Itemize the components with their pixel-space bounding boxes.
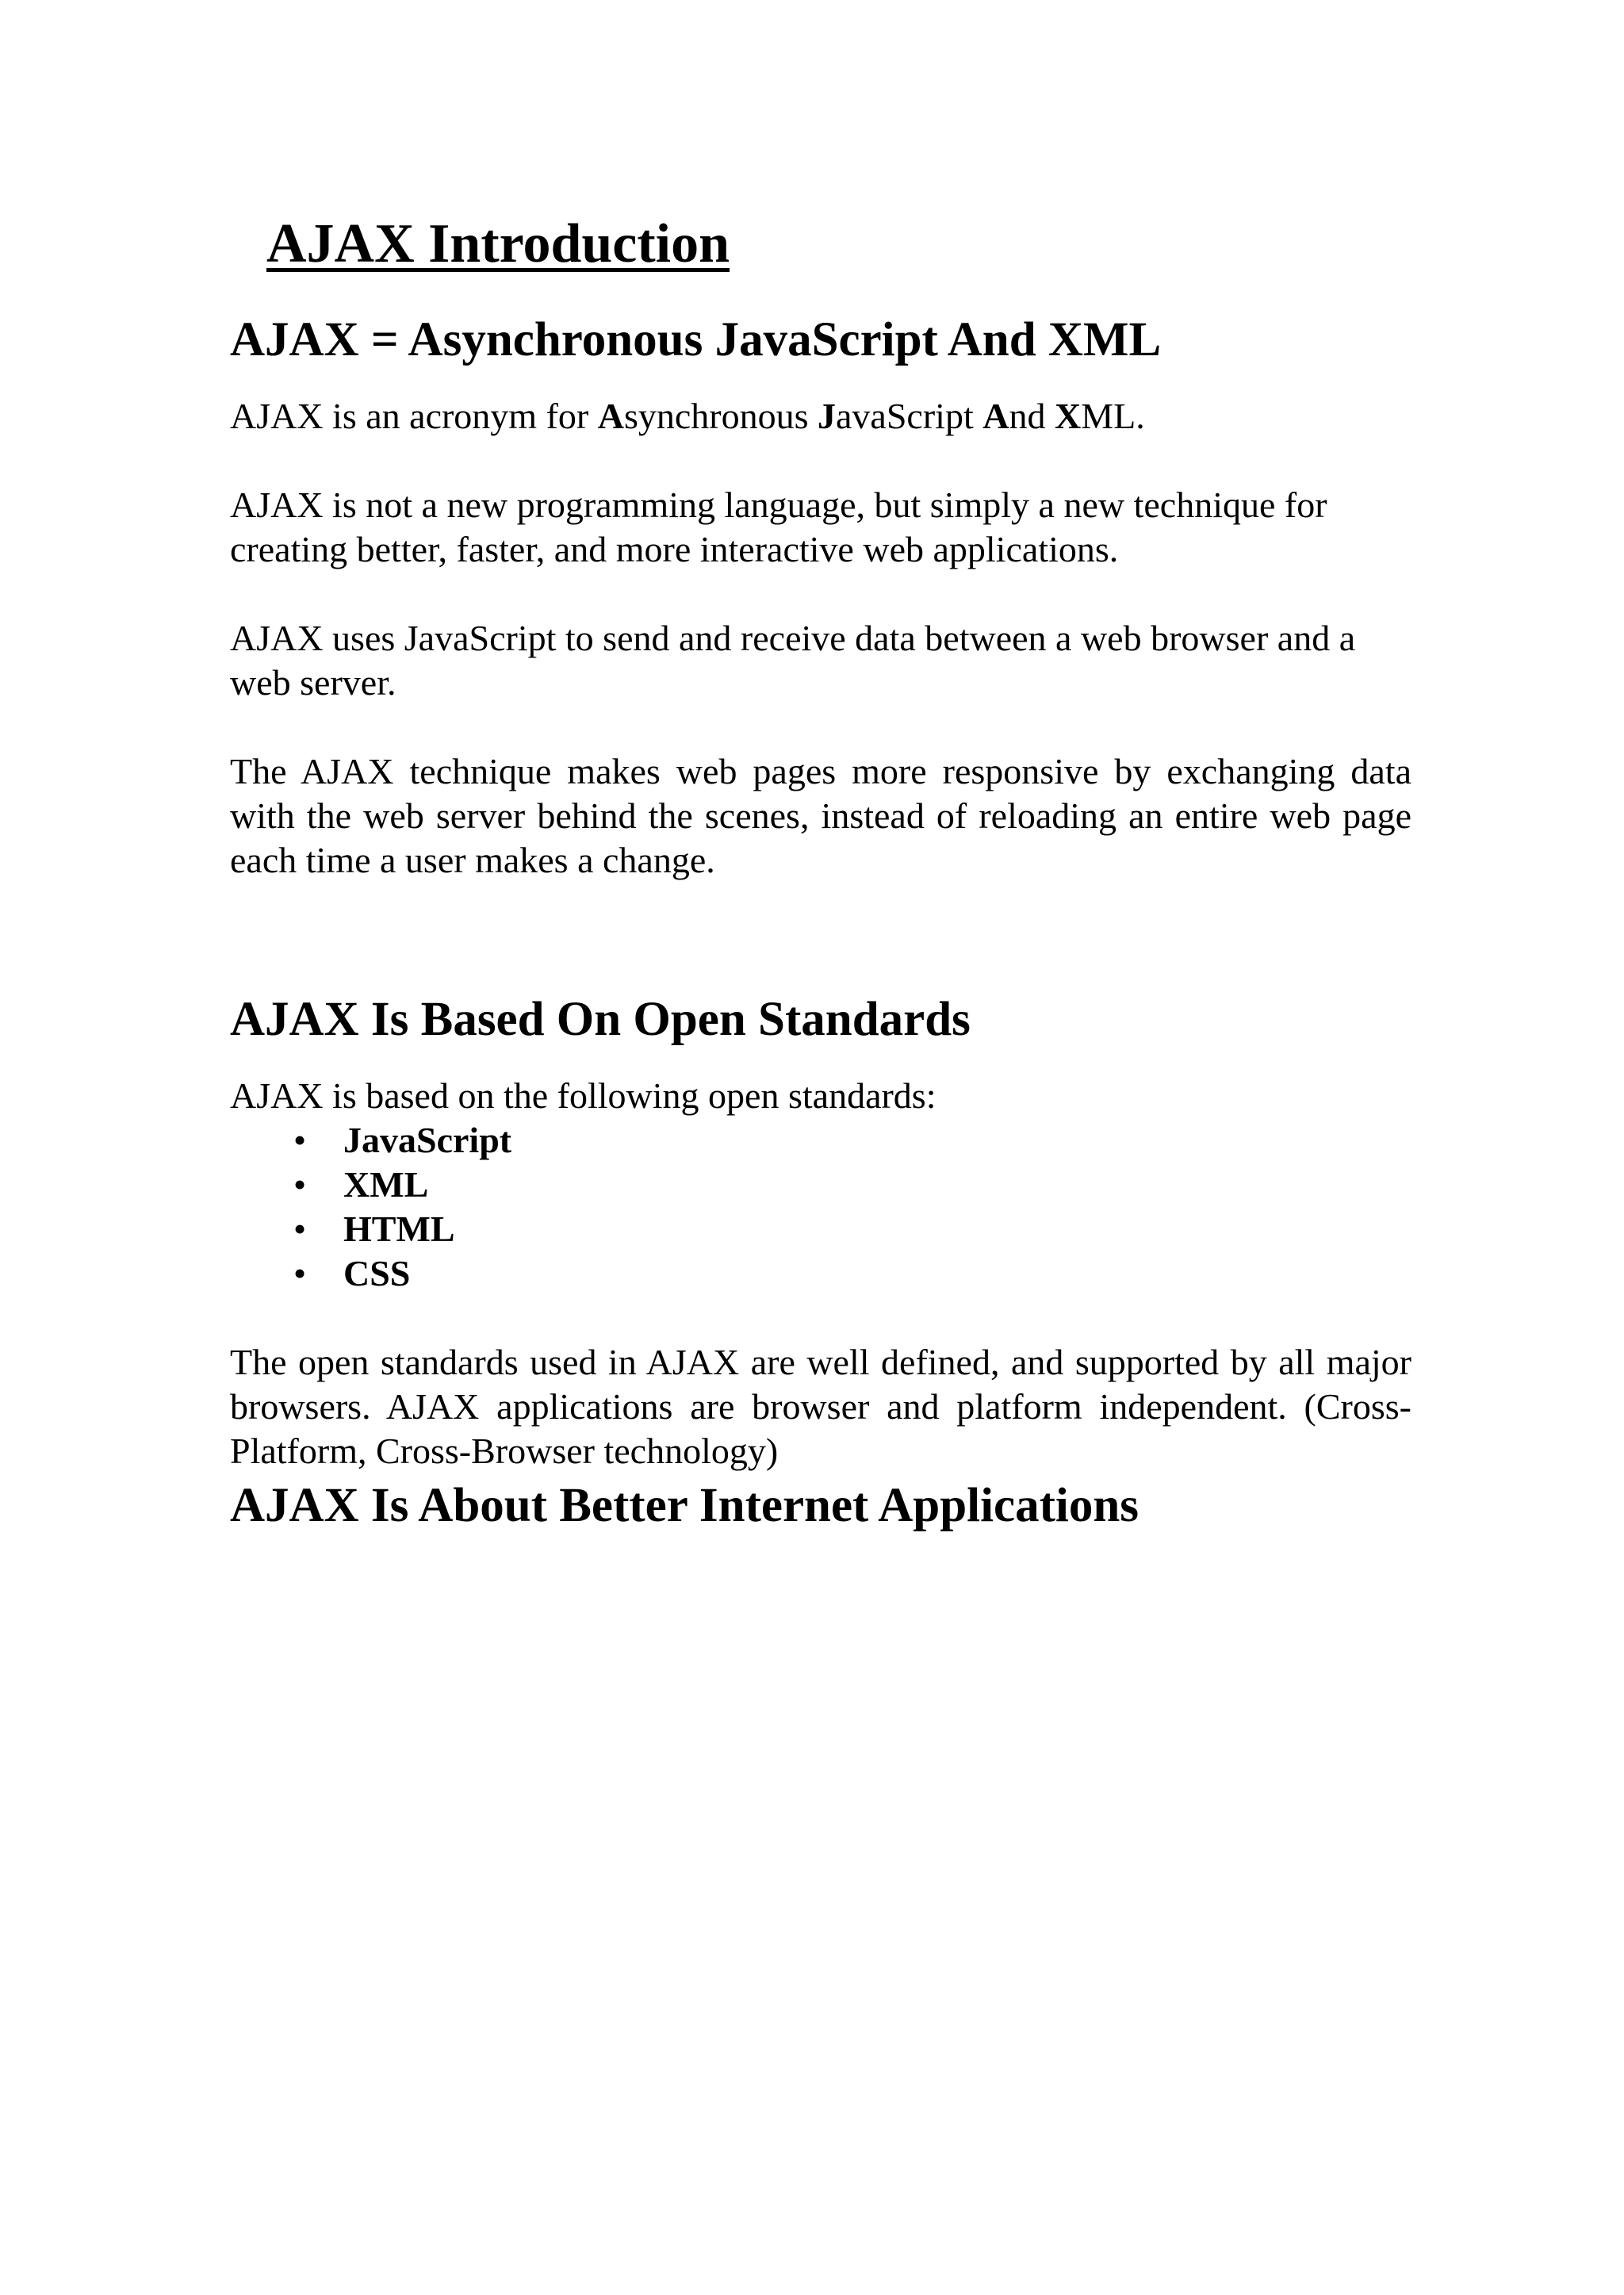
standards-list [230,1118,1411,1296]
bullet-icon: • [293,1119,307,1160]
section-heading-open-standards: AJAX Is Based On Open Standards [230,992,971,1046]
acronym-text: AJAX is an acronym for [230,395,598,436]
bullet-icon: • [293,1208,307,1249]
acronym-letter: A [982,395,1009,436]
section-heading-better-applications: AJAX Is About Better Internet Applications [230,1478,1139,1532]
paragraph-responsive-technique: The AJAX technique makes web pages more responsive by exchanging data with the web server behind the scenes, instead of reloading an entire web page each time a user makes a change. [230,750,1411,880]
section-heading-ajax-definition: AJAX = Asynchronous JavaScript And XML [230,312,1162,366]
bullet-icon: • [293,1252,307,1293]
paragraph-standards-closing: The open standards used in AJAX are well defined, and supported by all major browsers. AJAX applications are browser and platform independent. (Cross-Platform, Cross-Browser technology) [230,1341,1411,1471]
list-item [230,1163,1411,1207]
acronym-paragraph [230,394,1411,439]
paragraph-javascript-usage: AJAX uses JavaScript to send and receive data between a web browser and a web server. [230,617,1356,703]
document-title: AJAX Introduction [266,213,730,274]
list-item-label: JavaScript [343,1119,512,1160]
list-item-label: XML [343,1163,429,1205]
list-item [230,1251,1411,1296]
list-item-label: CSS [343,1252,411,1293]
document-content [230,213,1411,1534]
acronym-text: avaScript [836,395,983,436]
acronym-letter: A [597,395,624,436]
list-item [230,1207,1411,1251]
paragraph-not-new-language: AJAX is not a new programming language, but simply a new technique for creating better, faster, and more interactive web applications. [230,484,1327,569]
paragraph-standards-intro: AJAX is based on the following open standards: [230,1075,936,1116]
list-item-label: HTML [343,1208,455,1249]
bullet-icon: • [293,1163,307,1205]
acronym-letter: J [818,395,837,436]
acronym-letter: X [1054,395,1082,436]
list-item [230,1118,1411,1163]
acronym-text: nd [1009,395,1055,436]
acronym-text: synchronous [623,395,818,436]
acronym-text: ML. [1081,395,1145,436]
